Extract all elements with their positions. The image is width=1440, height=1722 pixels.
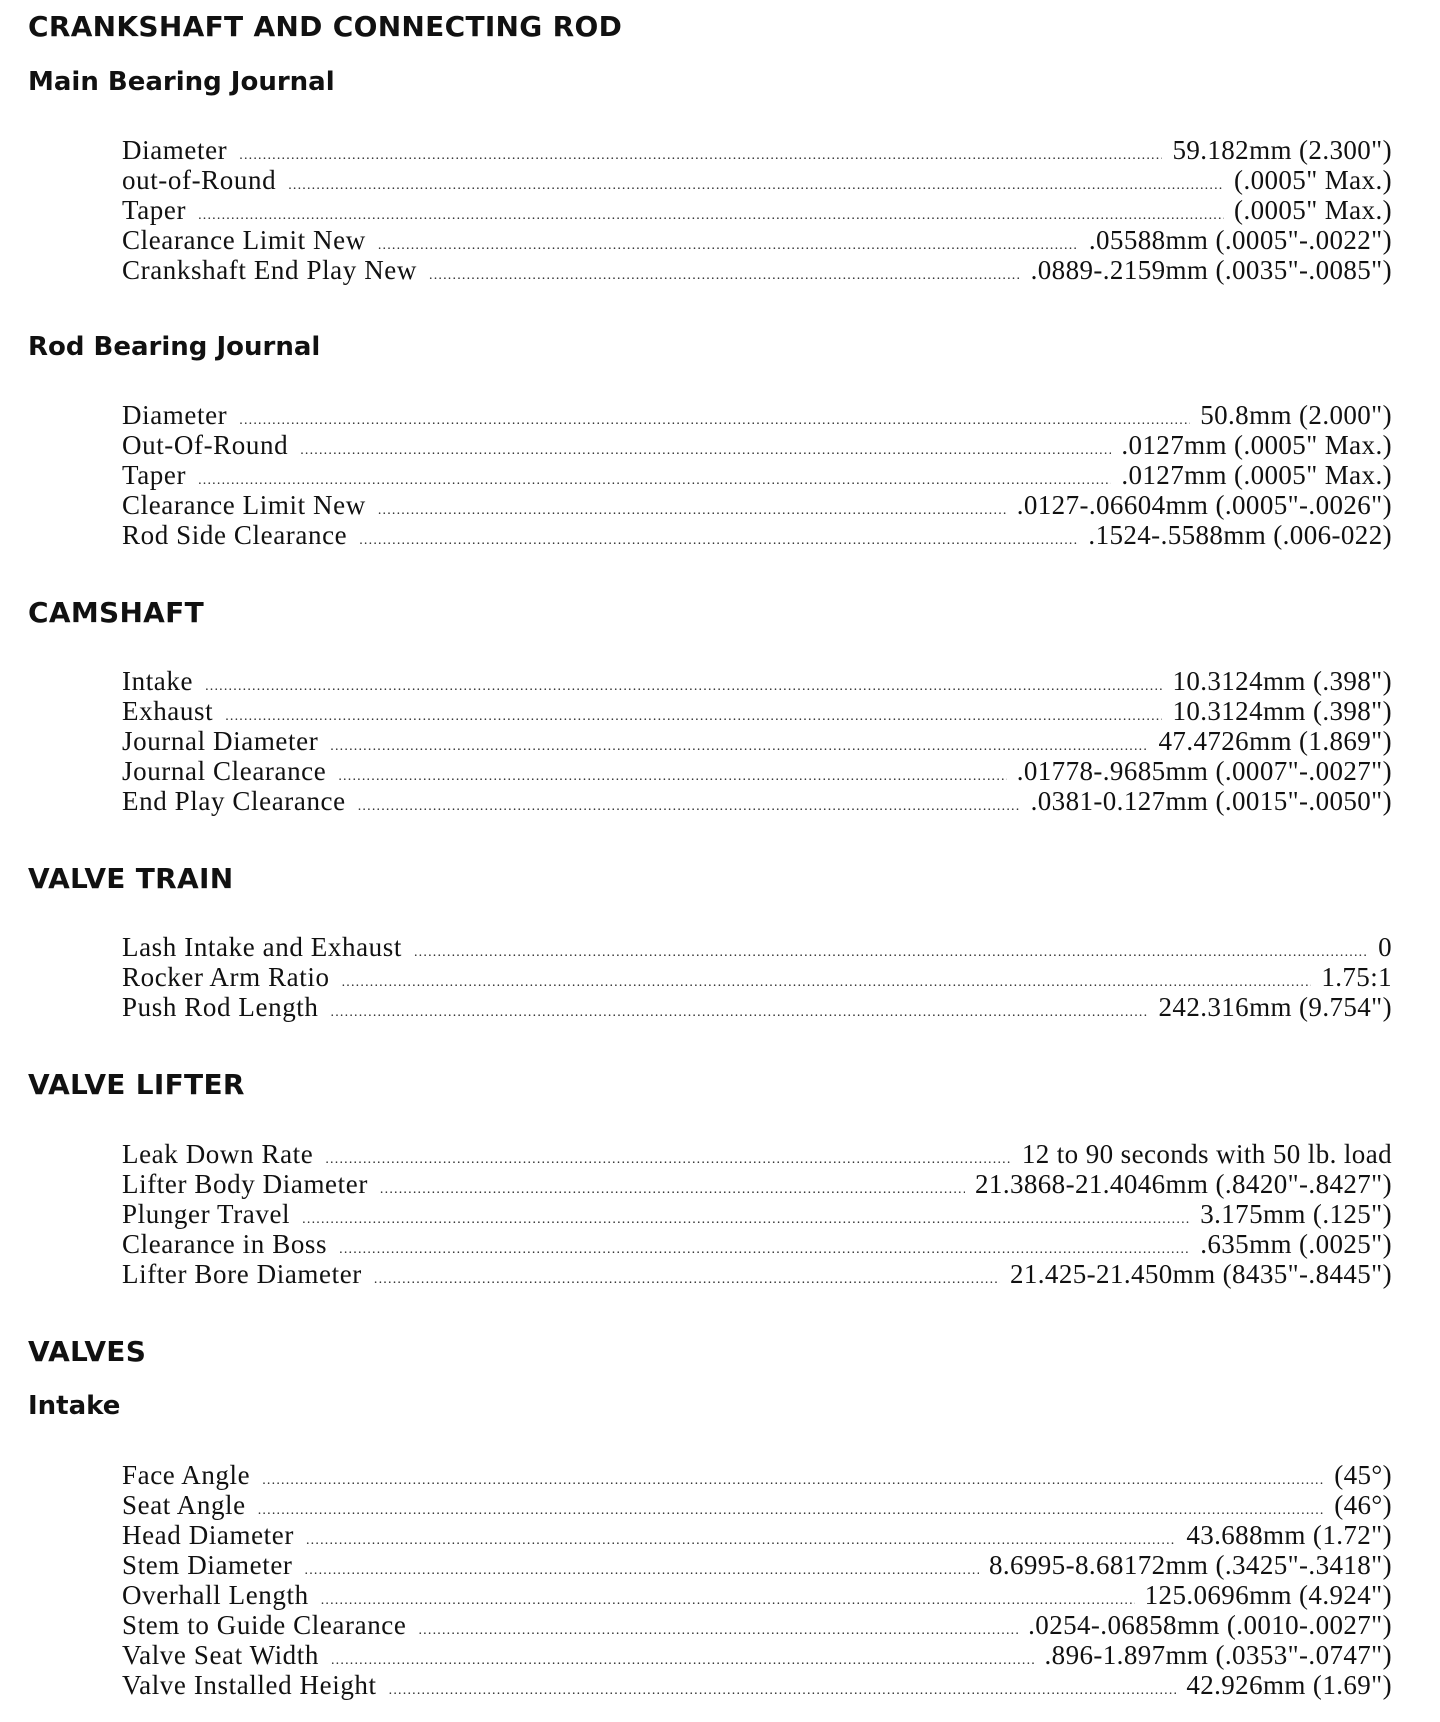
spec-value: (45°) bbox=[1334, 1460, 1392, 1490]
dot-leader bbox=[302, 1205, 1190, 1235]
spec-value: .1524-.5588mm (.006-022) bbox=[1088, 520, 1392, 550]
spec-value: .0381-0.127mm (.0015"-.0050") bbox=[1030, 786, 1392, 816]
section-title-valve-lifter: VALVE LIFTER bbox=[28, 1068, 245, 1101]
spec-value: 1.75:1 bbox=[1321, 962, 1392, 992]
dot-leader bbox=[239, 141, 1162, 171]
subsection-title-intake: Intake bbox=[28, 1391, 121, 1421]
spec-label: Clearance in Boss bbox=[122, 1229, 328, 1259]
spec-label: Diameter bbox=[122, 400, 228, 430]
dot-leader bbox=[288, 171, 1224, 201]
dot-leader bbox=[359, 526, 1078, 556]
spec-label: Overhall Length bbox=[122, 1580, 309, 1610]
dot-leader bbox=[418, 1616, 1018, 1646]
spec-row bbox=[122, 400, 1392, 430]
spec-value: 42.926mm (1.69") bbox=[1186, 1670, 1392, 1700]
spec-value: .0127-.06604mm (.0005"-.0026") bbox=[1016, 490, 1392, 520]
spec-row bbox=[122, 1139, 1392, 1169]
spec-label: Out-Of-Round bbox=[122, 430, 289, 460]
spec-label: Stem Diameter bbox=[122, 1550, 293, 1580]
spec-value: 47.4726mm (1.869") bbox=[1158, 726, 1392, 756]
spec-table-rod-bearing-journal bbox=[122, 400, 1392, 550]
spec-table-valve-train bbox=[122, 932, 1392, 1022]
dot-leader bbox=[239, 406, 1190, 436]
spec-label: Head Diameter bbox=[122, 1520, 294, 1550]
spec-label: Push Rod Length bbox=[122, 992, 319, 1022]
spec-label: Taper bbox=[122, 460, 187, 490]
spec-value: 125.0696mm (4.924") bbox=[1144, 1580, 1392, 1610]
dot-leader bbox=[305, 1556, 979, 1586]
spec-value: .0254-.06858mm (.0010-.0027") bbox=[1028, 1610, 1392, 1640]
spec-value: 59.182mm (2.300") bbox=[1172, 135, 1392, 165]
spec-label: Lifter Body Diameter bbox=[122, 1169, 368, 1199]
dot-leader bbox=[300, 436, 1111, 466]
spec-value: 0 bbox=[1378, 932, 1392, 962]
dot-leader bbox=[389, 1676, 1177, 1706]
spec-label: Stem to Guide Clearance bbox=[122, 1610, 407, 1640]
spec-row bbox=[122, 932, 1392, 962]
spec-label: Journal Diameter bbox=[122, 726, 319, 756]
spec-label: Plunger Travel bbox=[122, 1199, 291, 1229]
spec-label: Diameter bbox=[122, 135, 228, 165]
dot-leader bbox=[414, 938, 1368, 968]
dot-leader bbox=[225, 702, 1162, 732]
spec-label: Rod Side Clearance bbox=[122, 520, 348, 550]
section-title-valves: VALVES bbox=[28, 1335, 147, 1368]
dot-leader bbox=[378, 496, 1007, 526]
spec-value: 3.175mm (.125") bbox=[1200, 1199, 1392, 1229]
dot-leader bbox=[380, 1175, 965, 1205]
dot-leader bbox=[429, 261, 1021, 291]
spec-table-valve-lifter bbox=[122, 1139, 1392, 1289]
spec-table-intake-valves bbox=[122, 1460, 1392, 1700]
spec-table-camshaft bbox=[122, 666, 1392, 816]
spec-value: 242.316mm (9.754") bbox=[1158, 992, 1392, 1022]
spec-label: Lash Intake and Exhaust bbox=[122, 932, 402, 962]
spec-value: 21.425-21.450mm (8435"-.8445") bbox=[1009, 1259, 1392, 1289]
dot-leader bbox=[321, 1586, 1135, 1616]
spec-label: Valve Seat Width bbox=[122, 1640, 319, 1670]
spec-value: 8.6995-8.68172mm (.3425"-.3418") bbox=[988, 1550, 1392, 1580]
spec-label: Taper bbox=[122, 195, 187, 225]
spec-label: Seat Angle bbox=[122, 1490, 246, 1520]
dot-leader bbox=[331, 1646, 1035, 1676]
spec-value: 50.8mm (2.000") bbox=[1200, 400, 1392, 430]
spec-label: Rocker Arm Ratio bbox=[122, 962, 330, 992]
spec-value: .0127mm (.0005" Max.) bbox=[1121, 430, 1392, 460]
spec-value: .05588mm (.0005"-.0022") bbox=[1088, 225, 1392, 255]
spec-value: .896-1.897mm (.0353"-.0747") bbox=[1044, 1640, 1392, 1670]
dot-leader bbox=[325, 1145, 1011, 1175]
spec-value: .0889-.2159mm (.0035"-.0085") bbox=[1030, 255, 1392, 285]
spec-label: Valve Installed Height bbox=[122, 1670, 377, 1700]
spec-label: Intake bbox=[122, 666, 194, 696]
spec-label: Lifter Bore Diameter bbox=[122, 1259, 362, 1289]
spec-value: (.0005" Max.) bbox=[1234, 165, 1392, 195]
subsection-title-main-bearing-journal: Main Bearing Journal bbox=[28, 67, 335, 97]
spec-label: Crankshaft End Play New bbox=[122, 255, 417, 285]
spec-value: 21.3868-21.4046mm (.8420"-.8427") bbox=[975, 1169, 1392, 1199]
spec-label: Clearance Limit New bbox=[122, 225, 366, 255]
spec-value: 43.688mm (1.72") bbox=[1186, 1520, 1392, 1550]
spec-label: End Play Clearance bbox=[122, 786, 346, 816]
spec-row bbox=[122, 135, 1392, 165]
dot-leader bbox=[331, 998, 1149, 1028]
spec-row bbox=[122, 1460, 1392, 1490]
spec-label: Face Angle bbox=[122, 1460, 251, 1490]
section-title-camshaft: CAMSHAFT bbox=[28, 596, 204, 629]
section-title-valve-train: VALVE TRAIN bbox=[28, 862, 234, 895]
dot-leader bbox=[258, 1496, 1324, 1526]
spec-value: (.0005" Max.) bbox=[1234, 195, 1392, 225]
dot-leader bbox=[205, 672, 1162, 702]
spec-value: .635mm (.0025") bbox=[1200, 1229, 1392, 1259]
dot-leader bbox=[374, 1265, 1000, 1295]
spec-table-main-bearing-journal bbox=[122, 135, 1392, 285]
dot-leader bbox=[262, 1466, 1324, 1496]
spec-value: 10.3124mm (.398") bbox=[1172, 696, 1392, 726]
spec-value: .0127mm (.0005" Max.) bbox=[1121, 460, 1392, 490]
spec-value: .01778-.9685mm (.0007"-.0027") bbox=[1016, 756, 1392, 786]
spec-row bbox=[122, 666, 1392, 696]
subsection-title-rod-bearing-journal: Rod Bearing Journal bbox=[28, 332, 321, 362]
dot-leader bbox=[378, 231, 1079, 261]
spec-label: out-of-Round bbox=[122, 165, 277, 195]
dot-leader bbox=[358, 792, 1021, 822]
section-title-crankshaft: CRANKSHAFT AND CONNECTING ROD bbox=[28, 10, 623, 43]
spec-value: (46°) bbox=[1334, 1490, 1392, 1520]
spec-label: Journal Clearance bbox=[122, 756, 327, 786]
dot-leader bbox=[338, 762, 1006, 792]
spec-label: Clearance Limit New bbox=[122, 490, 366, 520]
spec-label: Exhaust bbox=[122, 696, 214, 726]
spec-label: Leak Down Rate bbox=[122, 1139, 314, 1169]
spec-value: 10.3124mm (.398") bbox=[1172, 666, 1392, 696]
spec-value: 12 to 90 seconds with 50 lb. load bbox=[1021, 1139, 1392, 1169]
